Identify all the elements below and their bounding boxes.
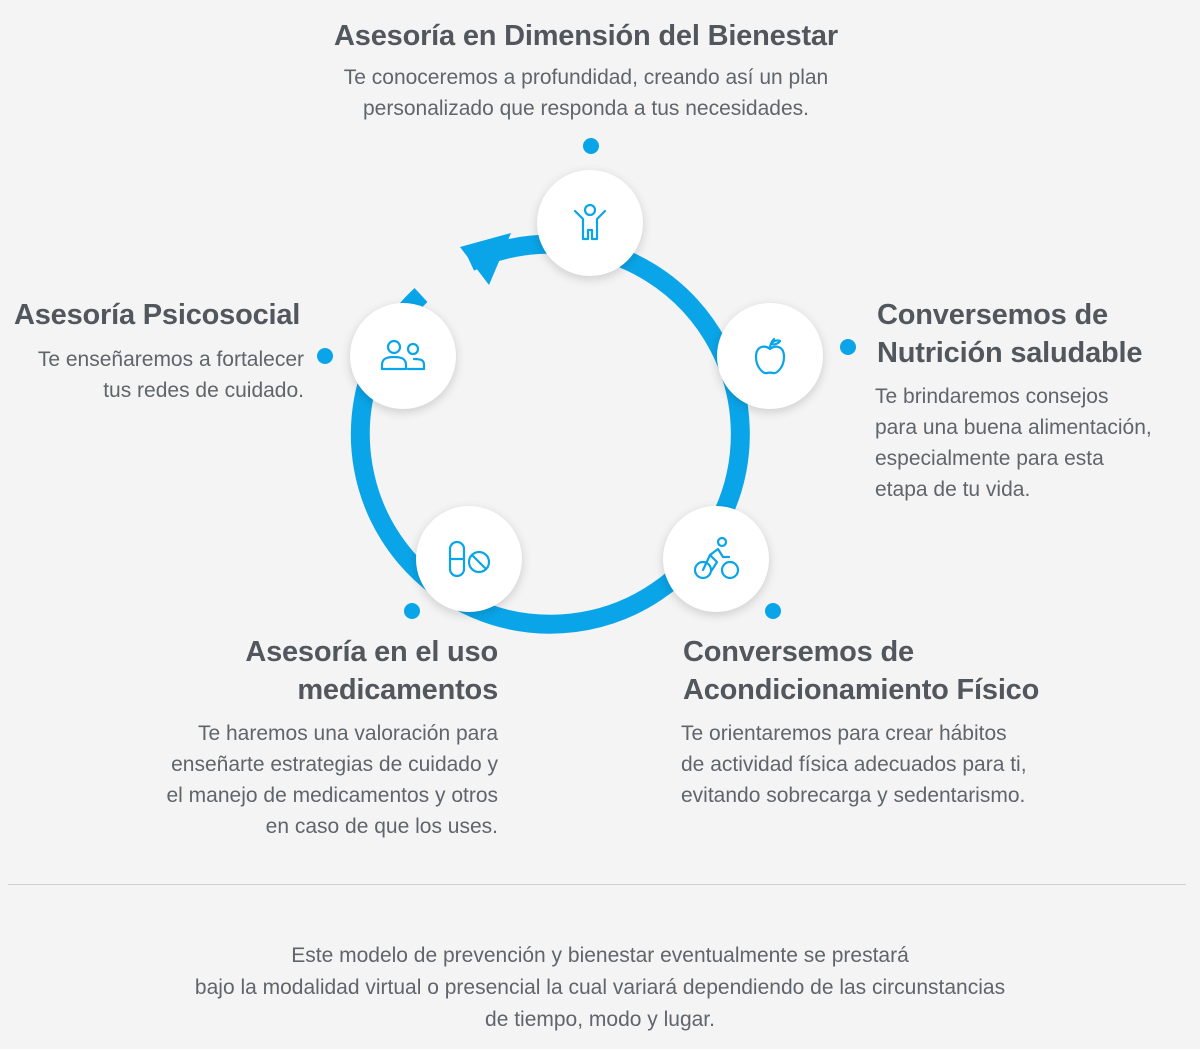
step-1-title: Asesoría en Dimensión del Bienestar	[334, 20, 838, 52]
pill-no-icon	[440, 530, 498, 588]
step-3-dot	[765, 603, 781, 619]
people-icon	[374, 327, 432, 385]
step-5-desc: Te enseñaremos a fortalecer tus redes de cuidado.	[37, 348, 304, 402]
step-1-desc: Te conoceremos a profundidad, creando así un plan personalizado que responda a tus necesidades.	[343, 66, 829, 120]
step-2-title: Conversemos de Nutrición saludable	[877, 299, 1143, 369]
step-2-dot	[840, 339, 856, 355]
child-icon	[561, 194, 619, 252]
step-4-title: Asesoría en el uso medicamentos	[245, 636, 498, 706]
step-5-title: Asesoría Psicosocial	[14, 299, 301, 331]
step-1-dot	[583, 138, 599, 154]
step-5-dot	[317, 348, 333, 364]
step-3-title: Conversemos de Acondicionamiento Físico	[683, 636, 1040, 706]
step-3-desc: Te orientaremos para crear hábitos de actividad física adecuados para ti, evitando sobrecarga y sedentarismo.	[681, 722, 1027, 807]
step-4-node	[416, 506, 522, 612]
footer-divider	[8, 884, 1186, 885]
step-3-node	[663, 506, 769, 612]
step-2-desc: Te brindaremos consejos para una buena alimentación, especialmente para esta etapa de tu vida.	[875, 385, 1152, 501]
cyclist-icon	[687, 530, 745, 588]
step-5-node	[350, 303, 456, 409]
footer-note: Este modelo de prevención y bienestar eventualmente se prestará bajo la modalidad virtual o presencial la cual variará dependiendo de las circunstancias de tiempo, modo y lugar.	[194, 944, 1006, 1031]
step-1-node	[537, 170, 643, 276]
step-2-node	[717, 303, 823, 409]
step-4-desc: Te haremos una valoración para enseñarte estrategias de cuidado y el manejo de medicamentos y otros en caso de que los uses.	[166, 722, 498, 838]
apple-icon	[741, 327, 799, 385]
step-4-dot	[404, 603, 420, 619]
